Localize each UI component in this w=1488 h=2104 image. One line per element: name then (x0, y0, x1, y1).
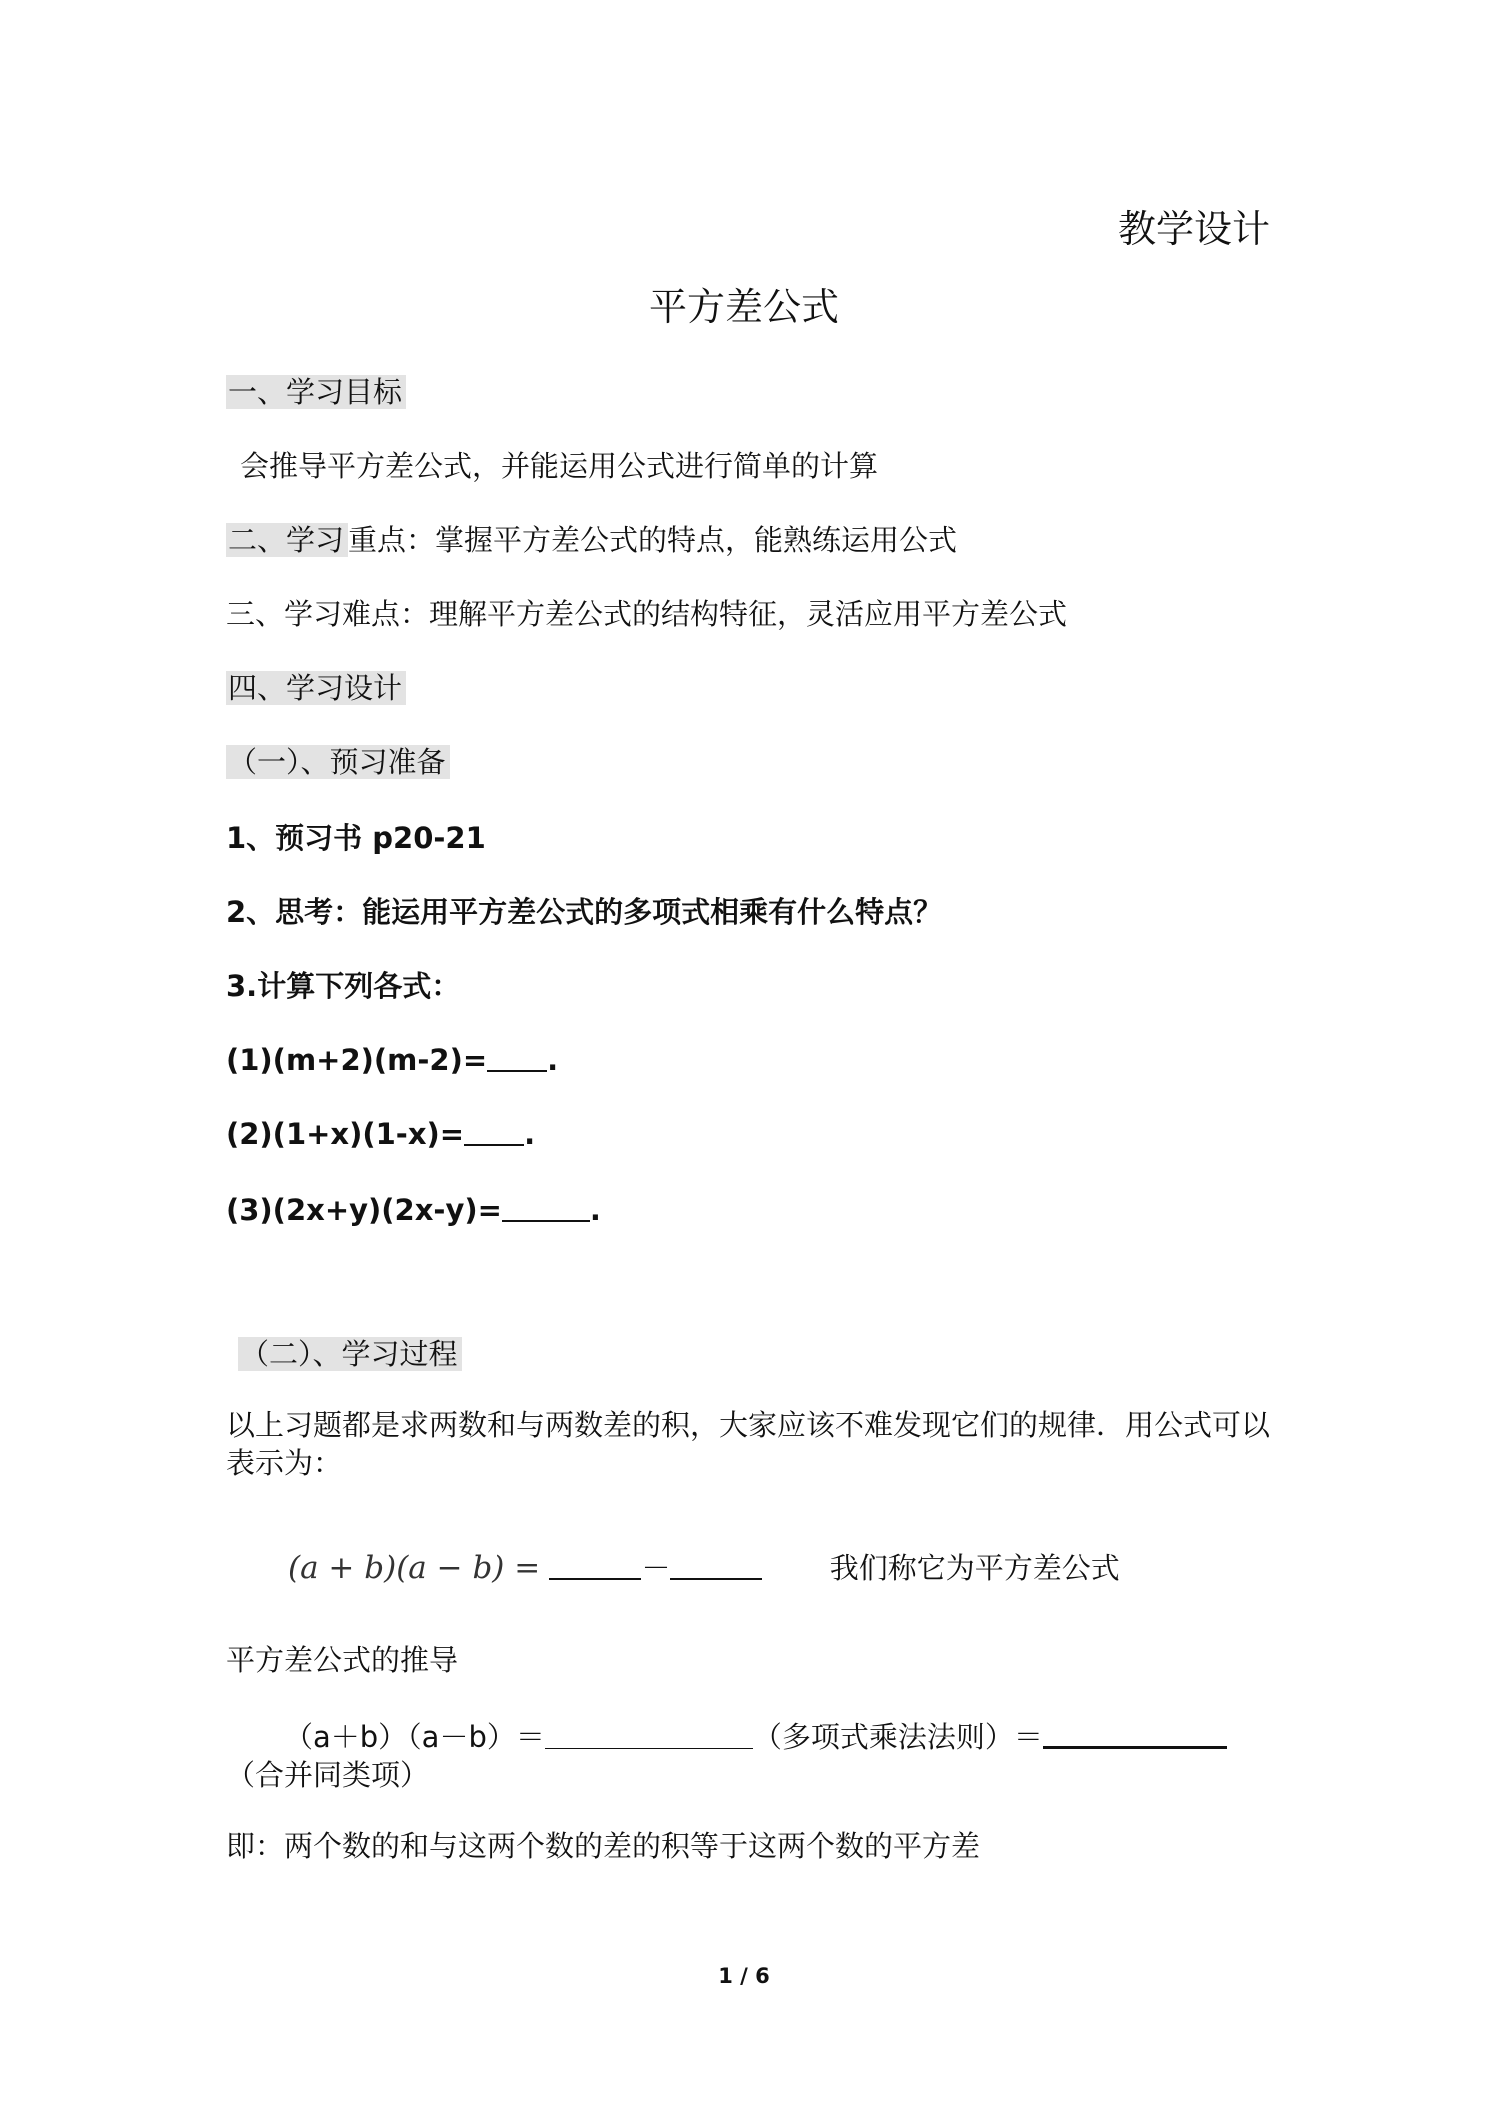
derivation-lhs: （a＋b）（a－b）＝ (284, 1720, 545, 1754)
derivation-blank-2 (1043, 1716, 1227, 1749)
section-design (226, 668, 406, 708)
exercise-1-blank (487, 1040, 547, 1072)
derivation-blank-1 (545, 1718, 753, 1749)
process-heading: （二）、学习过程 (238, 1337, 462, 1371)
section-key-points-heading: 二、学习 (226, 523, 348, 557)
prep-section (226, 742, 450, 782)
formula-note: 我们称它为平方差公式 (829, 1551, 1120, 1585)
derivation-end: （合并同类项） (226, 1758, 430, 1792)
prep-item-1: 1、预习书 p20-21 (226, 821, 486, 855)
derivation-line (226, 1716, 1276, 1794)
exercise-2-expression: (2)(1+x)(1-x)= (226, 1117, 465, 1151)
derivation-mid: （多项式乘法法则）＝ (752, 1720, 1043, 1754)
formula-blank-2 (670, 1548, 762, 1580)
exercise-2-blank (464, 1114, 524, 1146)
exercise-1-period: . (547, 1043, 559, 1077)
exercise-3-period: . (589, 1193, 601, 1227)
section-design-heading: 四、学习设计 (226, 671, 406, 705)
section-difficulties: 三、学习难点：理解平方差公式的结构特征，灵活应用平方差公式 (226, 597, 1068, 631)
exercise-2 (226, 1114, 535, 1154)
page-title: 平方差公式 (648, 285, 839, 329)
prep-item-2: 2、思考：能运用平方差公式的多项式相乘有什么特点？ (226, 895, 943, 929)
process-section (238, 1334, 462, 1374)
page-number: 1 / 6 (718, 1964, 770, 1988)
conclusion: 即：两个数的和与这两个数的差的积等于这两个数的平方差 (226, 1829, 981, 1863)
section-key-points-body: 重点：掌握平方差公式的特点，能熟练运用公式 (348, 523, 958, 557)
process-paragraph: 以上习题都是求两数和与两数差的积，大家应该不难发现它们的规律．用公式可以表示为： (226, 1408, 1271, 1480)
exercise-3-blank (502, 1190, 590, 1222)
derivation-title: 平方差公式的推导 (226, 1643, 459, 1677)
section-goals-heading: 一、学习目标 (226, 375, 406, 409)
difference-of-squares-formula (288, 1546, 1120, 1587)
section-goals (226, 372, 406, 412)
doc-type-label: 教学设计 (1117, 207, 1270, 251)
exercise-2-period: . (524, 1117, 536, 1151)
formula-lhs: (a + b)(a − b) = (288, 1550, 541, 1586)
section-goals-body: 会推导平方差公式，并能运用公式进行简单的计算 (240, 449, 879, 483)
prep-heading: （一）、预习准备 (226, 745, 450, 779)
formula-minus: － (641, 1551, 671, 1585)
exercise-3 (226, 1190, 601, 1230)
exercise-1-expression: (1)(m+2)(m-2)= (226, 1043, 488, 1077)
exercise-3-expression: (3)(2x+y)(2x-y)= (226, 1193, 502, 1227)
exercise-1 (226, 1040, 558, 1080)
prep-item-3: 3.计算下列各式： (226, 969, 461, 1003)
formula-blank-1 (549, 1548, 641, 1580)
section-key-points (226, 520, 957, 560)
